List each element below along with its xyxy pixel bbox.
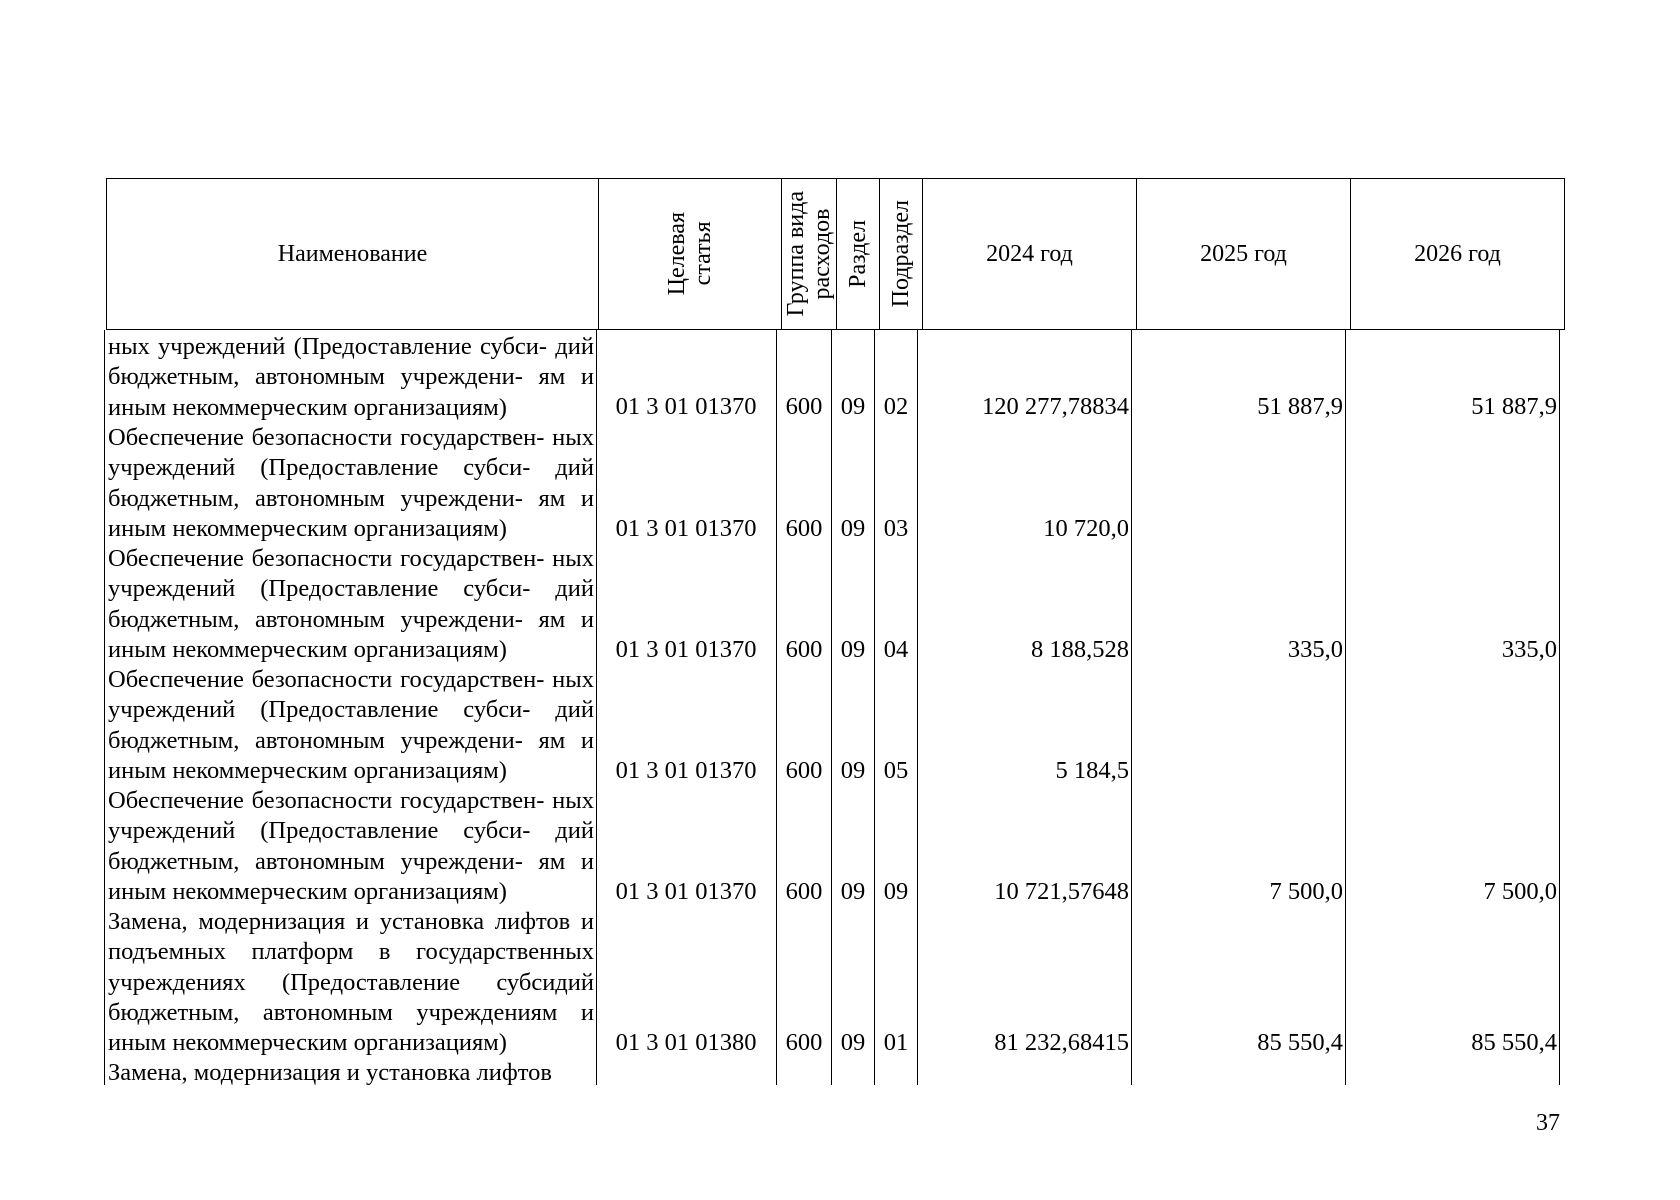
column-divider — [1345, 330, 1346, 1085]
row-target: 01 3 01 01370 — [615, 636, 757, 663]
row-name: ных учреждений (Предоставление субси- дий бюджетным, автономным учреждени- ям и иным некоммерческим организациям) — [108, 333, 594, 421]
row-target: 01 3 01 01370 — [615, 515, 757, 542]
row-name: Обеспечение безопасности государствен- ных учреждений (Предоставление субси- дий бюджетным, автономным учреждени- ям и иным некоммерческим организациям) — [108, 545, 594, 663]
header-subsection: Подраздел — [880, 179, 923, 330]
row-2025: 335,0 — [1287, 636, 1343, 663]
row-group: 600 — [785, 1029, 823, 1056]
row-subsection: 09 — [883, 878, 909, 905]
row-2024: 10 720,0 — [1043, 515, 1129, 542]
row-2024: 120 277,78834 — [982, 393, 1129, 420]
row-name: Замена, модернизация и установка лифтов и подъемных платформ в государственных учреждениях (Предоставление субсидий бюджетным, автономным учреждениям и иным некоммерческим организациям) — [108, 908, 594, 1057]
column-divider — [104, 330, 105, 1085]
column-divider — [776, 330, 777, 1085]
column-divider — [917, 330, 918, 1085]
row-2024: 8 188,528 — [1031, 636, 1129, 663]
header-2024: 2024 год — [923, 179, 1137, 330]
row-subsection: 01 — [883, 1029, 909, 1056]
row-2025: 51 887,9 — [1257, 393, 1343, 420]
row-subsection: 04 — [883, 636, 909, 663]
row-2024: 5 184,5 — [1055, 757, 1129, 784]
row-section: 09 — [840, 393, 866, 420]
row-section: 09 — [840, 878, 866, 905]
row-group: 600 — [785, 757, 823, 784]
row-2025: 7 500,0 — [1269, 878, 1343, 905]
row-section: 09 — [840, 515, 866, 542]
column-divider — [831, 330, 832, 1085]
row-name: Обеспечение безопасности государствен- ных учреждений (Предоставление субси- дий бюджетным, автономным учреждени- ям и иным некоммерческим организациям) — [108, 787, 594, 905]
row-subsection: 05 — [883, 757, 909, 784]
row-name: Обеспечение безопасности государствен- ных учреждений (Предоставление субси- дий бюджетным, автономным учреждени- ям и иным некоммерческим организациям) — [108, 666, 594, 784]
row-subsection: 02 — [883, 393, 909, 420]
column-divider — [874, 330, 875, 1085]
row-target: 01 3 01 01370 — [615, 878, 757, 905]
row-subsection: 03 — [883, 515, 909, 542]
row-name: Обеспечение безопасности государствен- ных учреждений (Предоставление субси- дий бюджетным, автономным учреждени- ям и иным некоммерческим организациям) — [108, 424, 594, 542]
header-group: Группа вида расходов — [782, 179, 837, 330]
row-group: 600 — [785, 636, 823, 663]
header-2026: 2026 год — [1351, 179, 1565, 330]
row-2026: 335,0 — [1501, 636, 1557, 663]
row-2026: 85 550,4 — [1471, 1029, 1557, 1056]
column-divider — [1559, 330, 1560, 1085]
header-2025: 2025 год — [1137, 179, 1351, 330]
row-target: 01 3 01 01380 — [615, 1029, 757, 1056]
row-target: 01 3 01 01370 — [615, 757, 757, 784]
row-2026: 7 500,0 — [1483, 878, 1557, 905]
row-2025: 85 550,4 — [1257, 1029, 1343, 1056]
row-2024: 81 232,68415 — [994, 1029, 1129, 1056]
row-2026: 51 887,9 — [1471, 393, 1557, 420]
table-body — [104, 330, 1564, 1085]
header-name: Наименование — [107, 179, 599, 330]
row-section: 09 — [840, 636, 866, 663]
column-divider — [1131, 330, 1132, 1085]
row-group: 600 — [785, 878, 823, 905]
header-target: Целевая статья — [599, 179, 782, 330]
row-section: 09 — [840, 1029, 866, 1056]
row-target: 01 3 01 01370 — [615, 393, 757, 420]
row-group: 600 — [785, 515, 823, 542]
table-header — [106, 178, 1565, 330]
column-divider — [596, 330, 597, 1085]
page-number: 37 — [1536, 1110, 1560, 1136]
row-2024: 10 721,57648 — [994, 878, 1129, 905]
row-group: 600 — [785, 393, 823, 420]
row-section: 09 — [840, 757, 866, 784]
row-name: Замена, модернизация и установка лифтов — [108, 1059, 552, 1086]
header-section: Раздел — [837, 179, 880, 330]
